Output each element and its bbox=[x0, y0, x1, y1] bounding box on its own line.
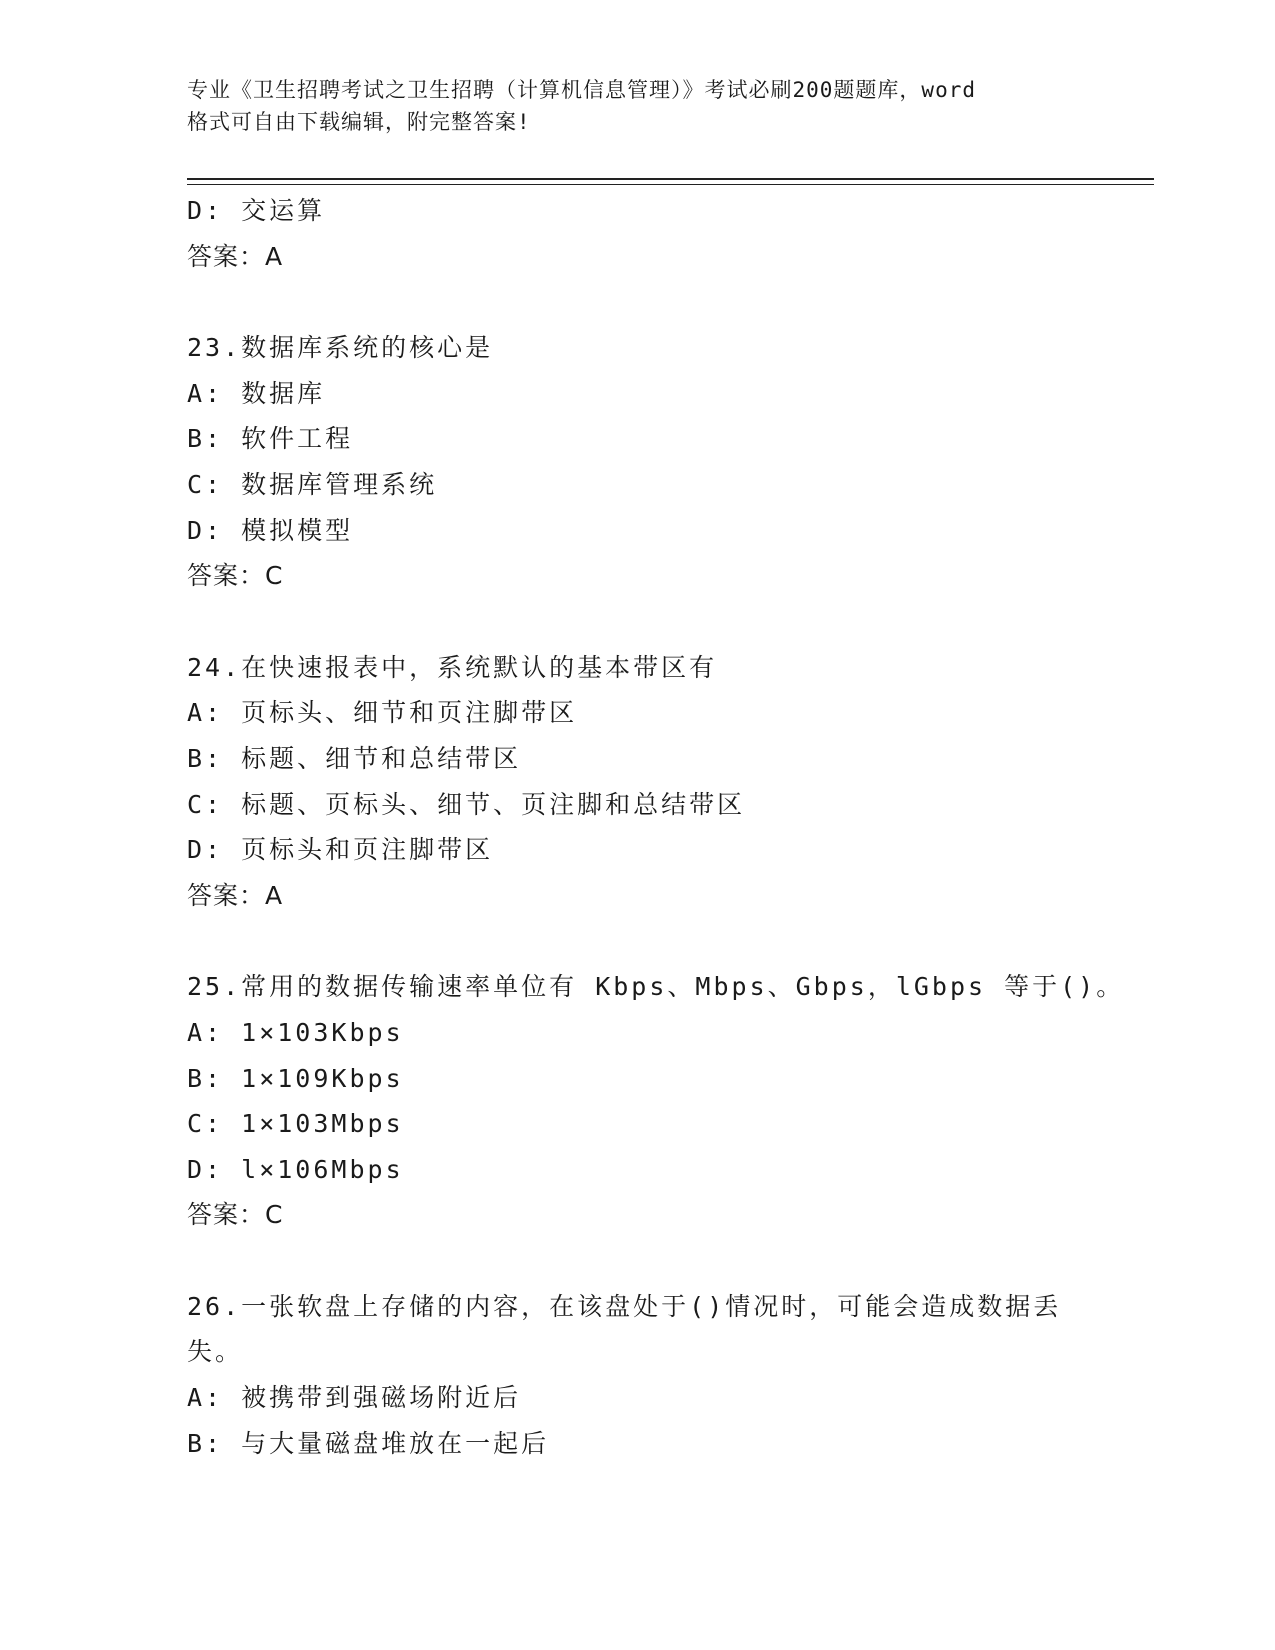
answer-line: 答案：A bbox=[187, 241, 284, 271]
header-divider-thick bbox=[187, 178, 1154, 180]
question-stem: 25.常用的数据传输速率单位有 Kbps、Mbps、Gbps，lGbps 等于()。 bbox=[187, 972, 1125, 1002]
question-list bbox=[187, 188, 1125, 1466]
answer-line: 答案：C bbox=[187, 561, 284, 591]
document-header bbox=[187, 74, 1087, 138]
option-a: A: 被携带到强磁场附近后 bbox=[187, 1383, 522, 1413]
option-d: D: 模拟模型 bbox=[187, 515, 354, 545]
option-a: A: 页标头、细节和页注脚带区 bbox=[187, 698, 578, 728]
question-stem: 23.数据库系统的核心是 bbox=[187, 333, 494, 363]
option-b: B: 软件工程 bbox=[187, 424, 354, 454]
question-stem-line-1: 26.一张软盘上存储的内容，在该盘处于()情况时，可能会造成数据丢 bbox=[187, 1291, 1062, 1321]
answer-line: 答案：A bbox=[187, 880, 284, 910]
spacer bbox=[187, 1238, 1087, 1284]
option-a: A: 1×103Kbps bbox=[187, 1017, 404, 1047]
option-d: D: l×106Mbps bbox=[187, 1154, 404, 1184]
question-stem: 24.在快速报表中，系统默认的基本带区有 bbox=[187, 652, 718, 682]
option-c: C: 标题、页标头、细节、页注脚和总结带区 bbox=[187, 789, 746, 819]
option-c: C: 1×103Mbps bbox=[187, 1109, 404, 1139]
header-line-1: 专业《卫生招聘考试之卫生招聘（计算机信息管理）》考试必刷200题题库，word bbox=[187, 78, 976, 102]
option-b: B: 与大量磁盘堆放在一起后 bbox=[187, 1428, 550, 1458]
question-stem-line-2: 失。 bbox=[187, 1337, 244, 1367]
option-b: B: 标题、细节和总结带区 bbox=[187, 743, 522, 773]
header-line-2: 格式可自由下载编辑，附完整答案! bbox=[187, 110, 531, 134]
spacer bbox=[187, 918, 1087, 964]
answer-line: 答案：C bbox=[187, 1200, 284, 1230]
option-d: D: 页标头和页注脚带区 bbox=[187, 835, 494, 865]
question-24 bbox=[187, 645, 1087, 919]
option-b: B: 1×109Kbps bbox=[187, 1063, 404, 1093]
option-c: C: 数据库管理系统 bbox=[187, 469, 438, 499]
spacer bbox=[187, 599, 1087, 645]
question-25 bbox=[187, 964, 1125, 1238]
option-d: D: 交运算 bbox=[187, 196, 326, 225]
header-divider-thin bbox=[187, 184, 1154, 185]
spacer bbox=[187, 279, 1087, 325]
question-23 bbox=[187, 325, 1087, 599]
option-a: A: 数据库 bbox=[187, 378, 326, 408]
question-26 bbox=[187, 1284, 1087, 1466]
